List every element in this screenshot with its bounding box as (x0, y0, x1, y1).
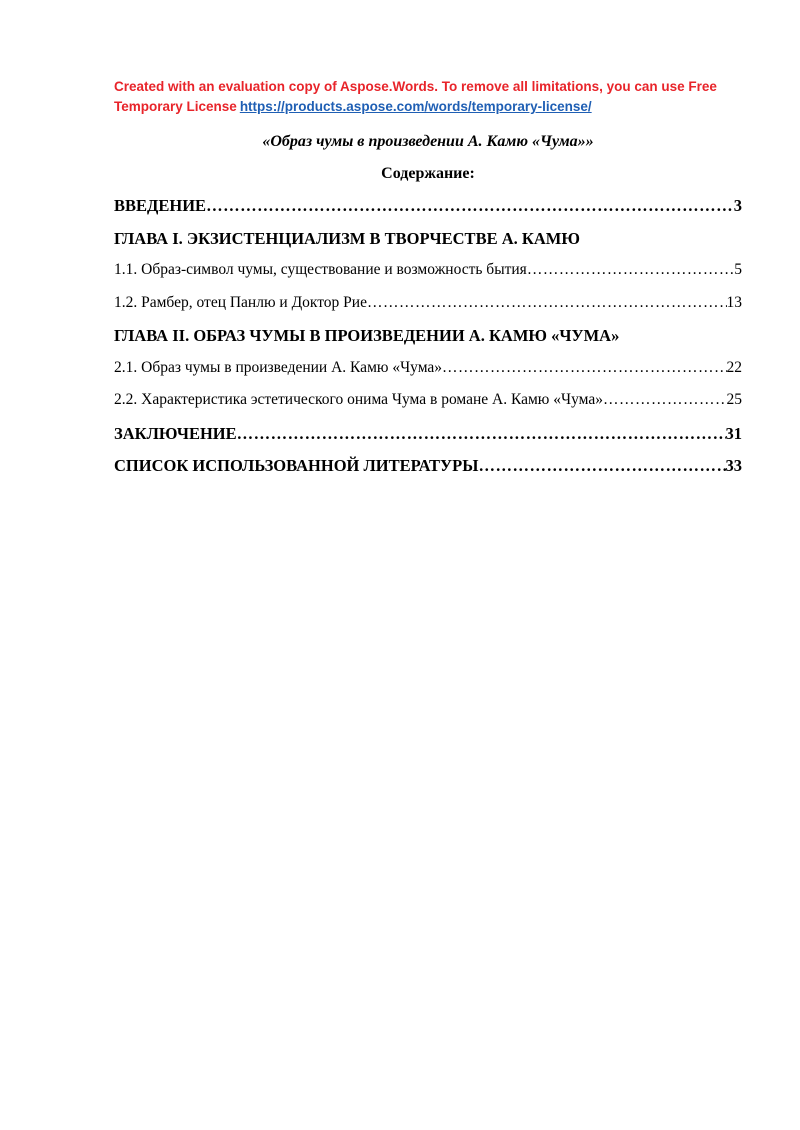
toc-entry-section-1-1 (114, 261, 742, 294)
toc-leader-dots (442, 359, 726, 377)
toc-entry-conclusion (114, 424, 742, 457)
document-title: «Образ чумы в произведении А. Камю «Чума»» (262, 133, 594, 150)
toc-entry-page: 3 (733, 196, 742, 215)
toc-entry-introduction (114, 196, 742, 229)
toc-entry-page: 13 (726, 293, 742, 311)
temporary-license-link[interactable]: https://products.aspose.com/words/temporary-license/ (239, 99, 592, 114)
evaluation-notice-text: Created with an evaluation copy of Aspose.Words. To remove all limitations, you can use Free Temporary License (114, 79, 717, 114)
toc-entry-label: ГЛАВА I. ЭКЗИСТЕНЦИАЛИЗМ В ТВОРЧЕСТВЕ А. КАМЮ (114, 228, 580, 248)
toc-leader-dots (527, 261, 734, 279)
toc-entry-label: ГЛАВА II. ОБРАЗ ЧУМЫ В ПРОИЗВЕДЕНИИ А. КАМЮ «ЧУМА» (114, 326, 620, 345)
toc-entry-label: СПИСОК ИСПОЛЬЗОВАННОЙ ЛИТЕРАТУРЫ (114, 456, 479, 475)
toc-entry-page: 22 (726, 358, 742, 376)
toc-leader-dots (206, 196, 734, 216)
toc-entry-label: 1.2. Рамбер, отец Панлю и Доктор Рие (114, 293, 367, 311)
evaluation-notice (114, 77, 734, 117)
toc-leader-dots (367, 294, 727, 312)
table-of-contents (114, 196, 742, 489)
toc-entry-page: 5 (734, 261, 742, 278)
toc-entry-label: ЗАКЛЮЧЕНИЕ (114, 423, 237, 443)
toc-entry-bibliography (114, 456, 742, 489)
toc-entry-chapter-1 (114, 229, 742, 262)
toc-entry-chapter-2 (114, 326, 742, 359)
toc-entry-label: 2.1. Образ чумы в произведении А. Камю «Чума» (114, 358, 443, 376)
toc-entry-page: 31 (725, 423, 742, 443)
toc-leader-dots (603, 391, 727, 409)
toc-entry-section-2-2 (114, 391, 742, 424)
toc-heading: Содержание: (381, 165, 475, 182)
toc-entry-page: 25 (726, 391, 742, 408)
toc-leader-dots (237, 424, 726, 444)
toc-entry-page: 33 (725, 456, 742, 475)
toc-entry-section-1-2 (114, 294, 742, 327)
toc-entry-label: 2.2. Характеристика эстетического онима Чума в романе А. Камю «Чума» (114, 391, 603, 408)
toc-entry-section-2-1 (114, 359, 742, 392)
toc-leader-dots (478, 456, 725, 476)
toc-entry-label: 1.1. Образ-символ чумы, существование и возможность бытия (114, 261, 527, 278)
toc-entry-label: ВВЕДЕНИЕ (114, 196, 207, 215)
